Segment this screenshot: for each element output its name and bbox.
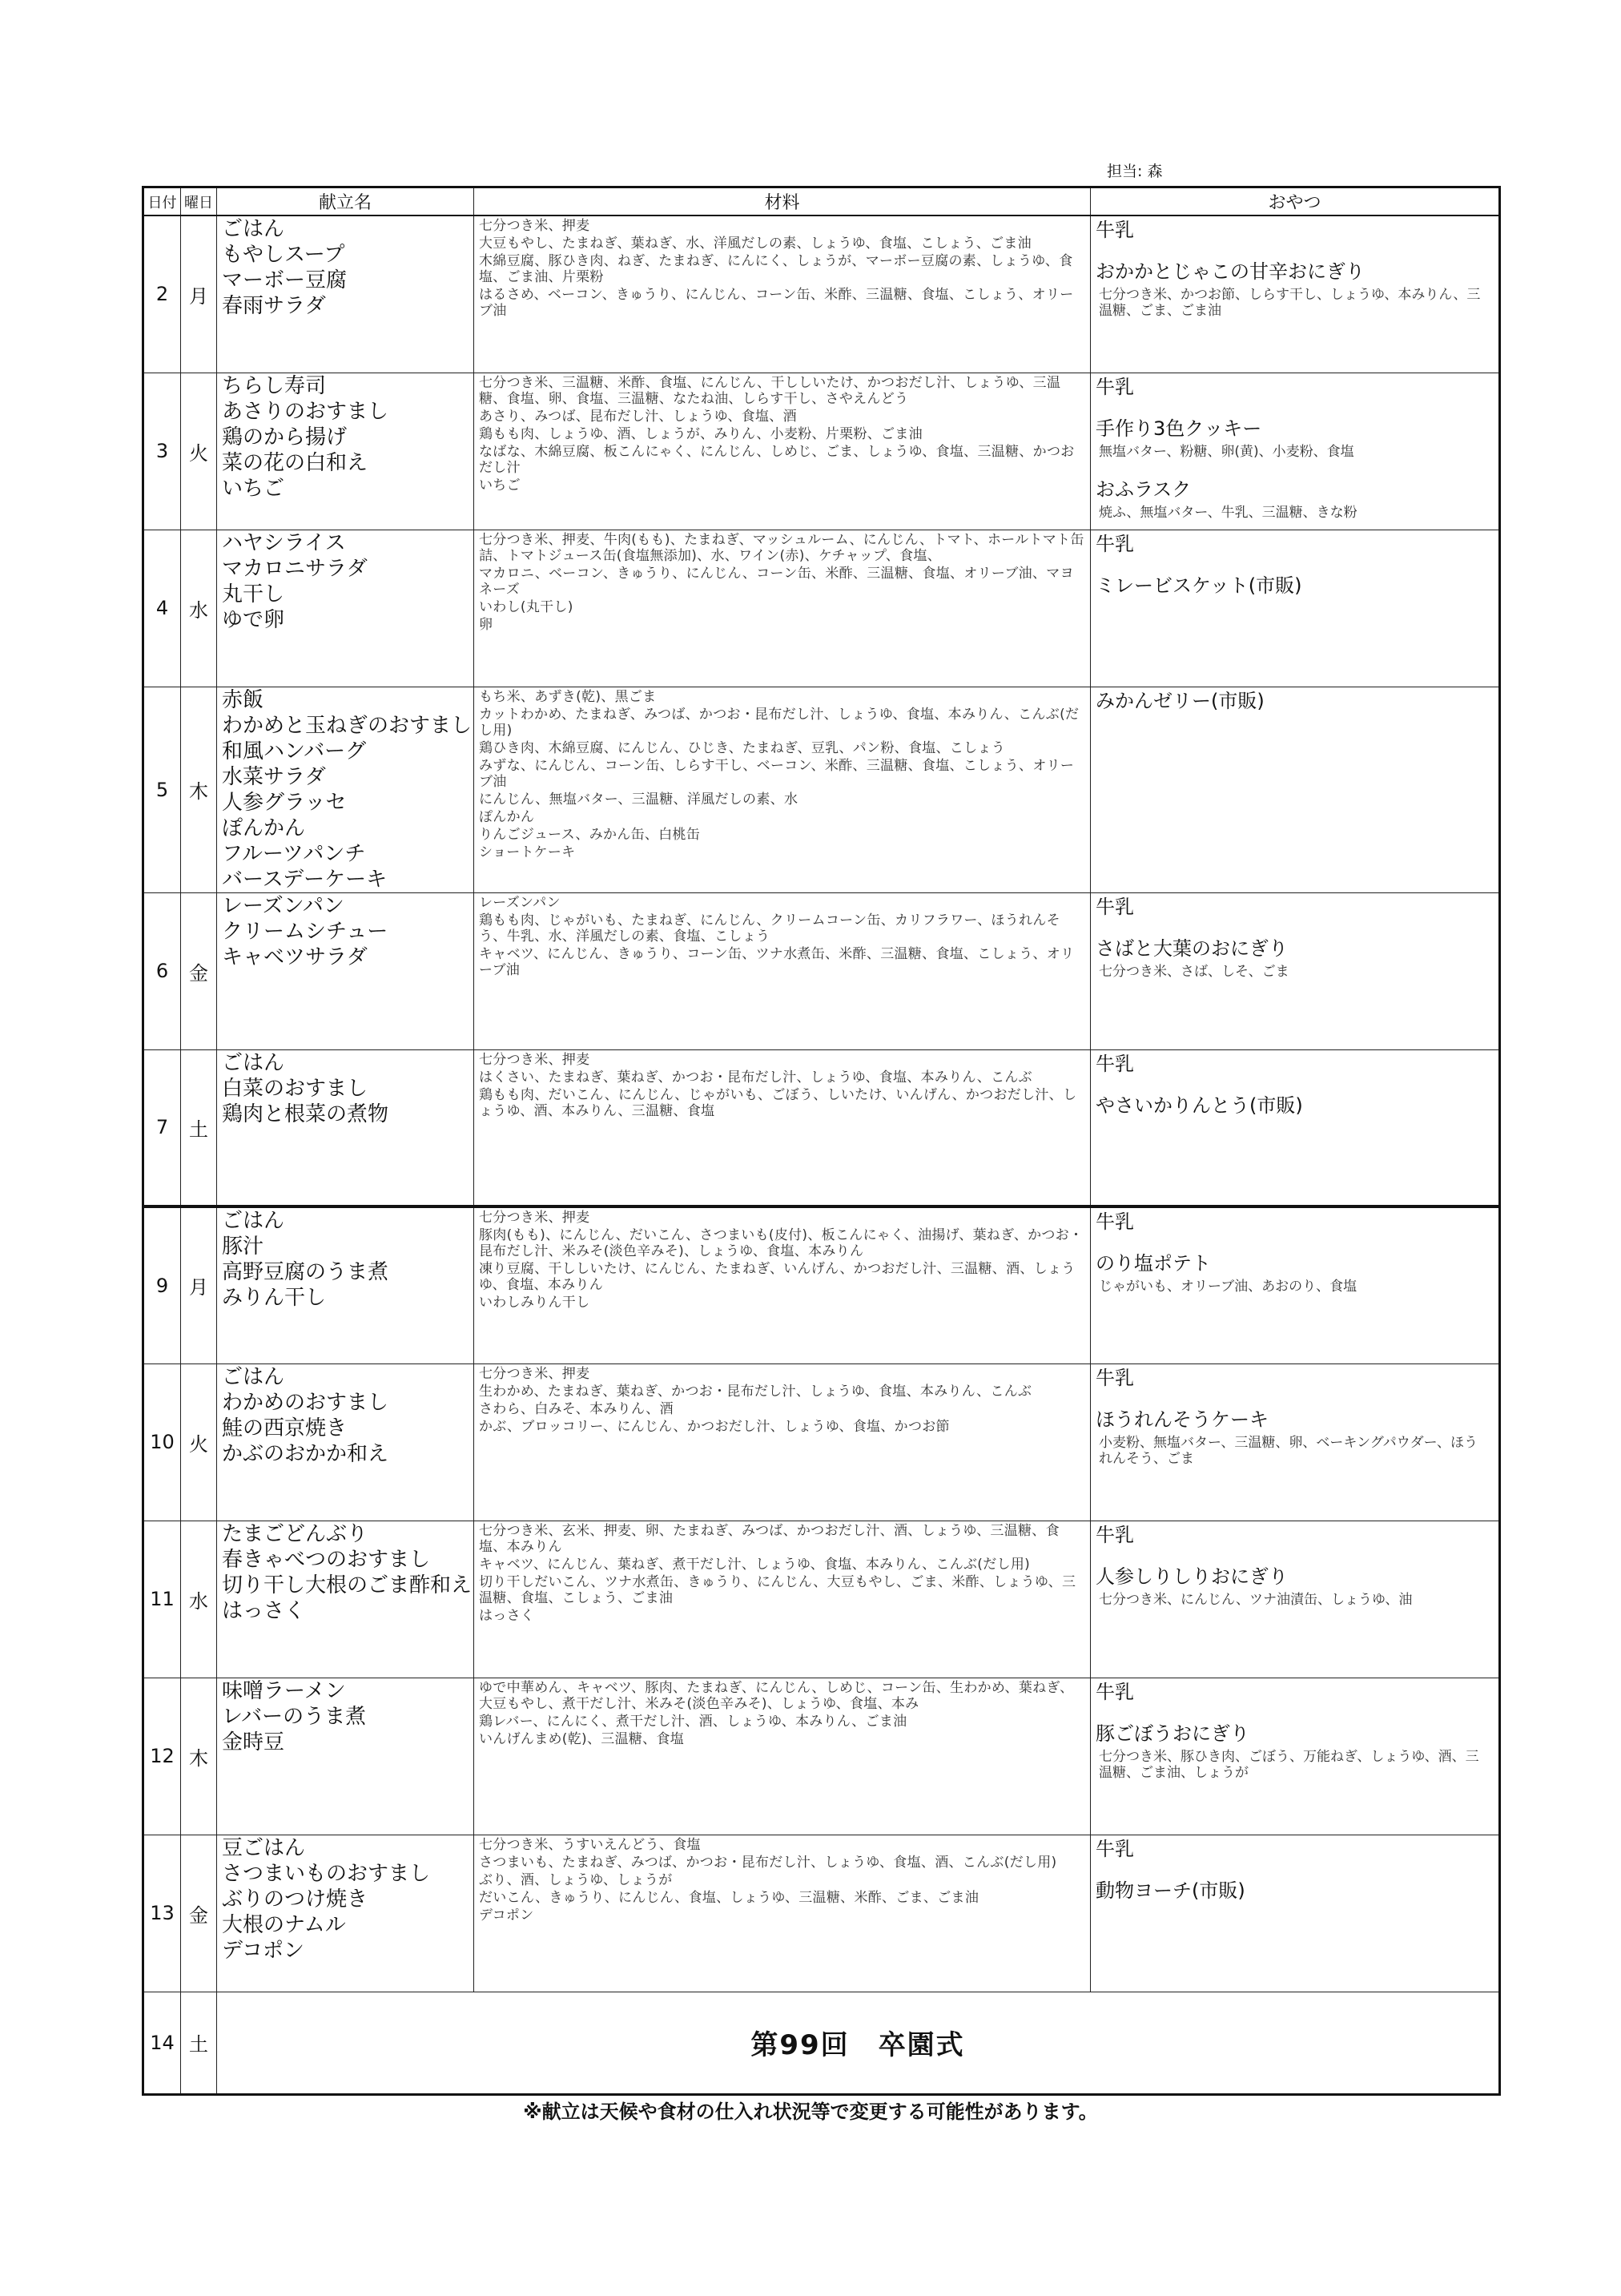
snack-ingredients: じゃがいも、オリーブ油、あおのり、食塩	[1099, 1279, 1358, 1295]
header-date: 日付	[143, 187, 181, 216]
table-row	[143, 1364, 1500, 1521]
ingredient-line: 鶏もも肉、しょうゆ、酒、しょうが、みりん、小麦粉、片栗粉、ごま油	[479, 425, 923, 442]
ingredient-line: 切り干しだいこん、ツナ水煮缶、きゅうり、にんじん、大豆もやし、ごま、米酢、しょうゆ、三温糖、食塩、こしょう、ごま油	[479, 1573, 1076, 1606]
ingredient-list	[474, 1364, 1091, 1521]
snack-name: のり塩ポテト	[1096, 1252, 1211, 1275]
ingredient-line: いわしみりん干し	[479, 1295, 590, 1311]
dish-name: 味噌ラーメン	[222, 1678, 346, 1703]
table-row	[143, 1206, 1500, 1364]
ingredient-line: 七分つき米、玄米、押麦、卵、たまねぎ、みつば、かつおだし汁、酒、しょうゆ、三温糖、食塩、本みりん	[479, 1522, 1060, 1555]
dish-list	[217, 1206, 474, 1364]
dish-list	[217, 216, 474, 373]
dish-list	[217, 1835, 474, 1992]
day-of-week: 火	[181, 1364, 217, 1521]
dish-name: はっさく	[222, 1598, 306, 1623]
dish-list	[217, 373, 474, 530]
snack-name: 牛乳	[1096, 532, 1134, 555]
snack-name: 牛乳	[1096, 219, 1134, 241]
day-of-week: 土	[181, 1049, 217, 1206]
dish-name: 赤飯	[222, 687, 264, 712]
table-row	[143, 216, 1500, 373]
table-header	[143, 187, 1500, 216]
dish-name: ごはん	[222, 1050, 285, 1075]
ingredient-line: みずな、にんじん、コーン缶、しらす干し、ベーコン、米酢、三温糖、食塩、こしょう、オリーブ油	[479, 757, 1075, 790]
day-of-week: 火	[181, 373, 217, 530]
dish-name: ぶりのつけ焼き	[222, 1887, 368, 1911]
dish-name: わかめのおすまし	[222, 1390, 389, 1415]
snack-list	[1091, 1049, 1500, 1206]
dish-name: レーズンパン	[222, 893, 344, 918]
dish-list	[217, 1049, 474, 1206]
ingredient-line: ぽんかん	[479, 808, 535, 825]
snack-list	[1091, 373, 1500, 530]
snack-name: 牛乳	[1096, 1210, 1134, 1233]
dish-list	[217, 892, 474, 1049]
snack-ingredients: 無塩バター、粉糖、卵(黄)、小麦粉、食塩	[1099, 443, 1354, 460]
dish-name: わかめと玉ねぎのおすまし	[222, 713, 473, 738]
day-of-week: 金	[181, 892, 217, 1049]
dish-name: ごはん	[222, 217, 285, 241]
snack-list	[1091, 687, 1500, 892]
day-date: 3	[143, 373, 181, 530]
snack-name: おふラスク	[1096, 477, 1192, 501]
snack-list	[1091, 1835, 1500, 1992]
dish-name: 春きゃべつのおすまし	[222, 1547, 431, 1572]
day-date: 2	[143, 216, 181, 373]
ingredient-list	[474, 687, 1091, 892]
snack-name: 牛乳	[1096, 1680, 1134, 1703]
dish-name: 人参グラッセ	[222, 790, 347, 815]
snack-list	[1091, 1364, 1500, 1521]
dish-name: 鮭の西京焼き	[222, 1416, 348, 1440]
dish-name: 鶏肉と根菜の煮物	[222, 1102, 389, 1126]
day-date: 9	[143, 1206, 181, 1364]
dish-list	[217, 687, 474, 892]
snack-name: ミレービスケット(市販)	[1096, 574, 1302, 597]
ingredient-line: いんげんまめ(乾)、三温糖、食塩	[479, 1730, 685, 1747]
table-row	[143, 687, 1500, 892]
snack-name: おかかとじゃこの甘辛おにぎり	[1096, 260, 1365, 283]
ingredient-line: マカロニ、ベーコン、きゅうり、にんじん、コーン缶、米酢、三温糖、食塩、オリーブ油、マヨネーズ	[479, 565, 1074, 598]
dish-name: 鶏のから揚げ	[222, 425, 348, 449]
snack-name: 牛乳	[1096, 1052, 1134, 1075]
ingredient-line: さわら、白みそ、本みりん、酒	[479, 1400, 674, 1417]
dish-name: 高野豆腐のうま煮	[222, 1260, 389, 1284]
ingredient-line: かぶ、ブロッコリー、にんじん、かつおだし汁、しょうゆ、食塩、かつお節	[479, 1418, 950, 1435]
ingredient-list	[474, 1835, 1091, 1992]
dish-list	[217, 1364, 474, 1521]
ingredient-list	[474, 530, 1091, 687]
ingredient-line: はくさい、たまねぎ、葉ねぎ、かつお・昆布だし汁、しょうゆ、食塩、本みりん、こんぶ	[479, 1069, 1032, 1086]
ingredient-line: いわし(丸干し)	[479, 598, 573, 615]
day-of-week: 土	[181, 1992, 217, 2094]
ingredient-line: 豚肉(もも)、にんじん、だいこん、さつまいも(皮付)、板こんにゃく、油揚げ、葉ねぎ、かつお・昆布だし汁、米みそ(淡色辛みそ)、しょうゆ、食塩、本みりん	[479, 1227, 1084, 1259]
day-date: 5	[143, 687, 181, 892]
dish-name: バースデーケーキ	[222, 867, 388, 892]
dish-name: フルーツパンチ	[222, 841, 366, 866]
ingredient-line: 鶏もも肉、だいこん、にんじん、じゃがいも、ごぼう、しいたけ、いんげん、かつおだし汁、しょうゆ、酒、本みりん、三温糖、食塩	[479, 1086, 1077, 1119]
day-of-week: 月	[181, 1206, 217, 1364]
dish-name: デコポン	[222, 1938, 304, 1963]
ingredient-list	[474, 1678, 1091, 1835]
snack-name: 牛乳	[1096, 1366, 1134, 1389]
dish-name: クリームシチュー	[222, 919, 388, 944]
snack-ingredients: 七分つき米、豚ひき肉、ごぼう、万能ねぎ、しょうゆ、酒、三温糖、ごま油、しょうが	[1099, 1748, 1479, 1781]
table-row	[143, 1678, 1500, 1835]
snack-name: 牛乳	[1096, 895, 1134, 918]
snack-ingredients: 七分つき米、かつお節、しらす干し、しょうゆ、本みりん、三温糖、ごま、ごま油	[1099, 287, 1481, 319]
dish-name: マーボー豆腐	[222, 268, 348, 292]
ingredient-line: あさり、みつば、昆布だし汁、しょうゆ、食塩、酒	[479, 408, 797, 425]
ingredient-line: 七分つき米、押麦	[479, 218, 590, 234]
dish-name: マカロニサラダ	[222, 556, 368, 581]
header-snack: おやつ	[1091, 187, 1500, 216]
day-date: 4	[143, 530, 181, 687]
day-of-week: 水	[181, 1521, 217, 1678]
ingredient-line: りんごジュース、みかん缶、白桃缶	[479, 826, 701, 843]
snack-ingredients: 小麦粉、無塩バター、三温糖、卵、ベーキングパウダー、ほうれんそう、ごま	[1099, 1434, 1478, 1467]
dish-name: もやしスープ	[222, 243, 345, 267]
snack-name: 動物ヨーチ(市販)	[1096, 1879, 1245, 1902]
dish-name: 豆ごはん	[222, 1835, 306, 1860]
snack-list	[1091, 1206, 1500, 1364]
dish-name: 切り干し大根のごま酢和え	[222, 1573, 473, 1597]
ingredient-line: 卵	[479, 616, 493, 633]
ingredient-line: 七分つき米、押麦、牛肉(もも)、たまねぎ、マッシュルーム、にんじん、トマト、ホールトマト缶詰、トマトジュース缶(食塩無添加)、水、ワイン(赤)、ケチャップ、食塩、	[479, 531, 1084, 564]
ingredient-line: なばな、木綿豆腐、板こんにゃく、にんじん、しめじ、ごま、しょうゆ、食塩、三温糖、かつおだし汁	[479, 443, 1075, 476]
ingredient-list	[474, 1206, 1091, 1364]
ingredient-line: レーズンパン	[479, 894, 561, 911]
snack-name: 牛乳	[1096, 1837, 1134, 1860]
snack-ingredients: 七分つき米、さば、しそ、ごま	[1099, 963, 1289, 980]
dish-name: さつまいものおすまし	[222, 1861, 431, 1886]
dish-list	[217, 1521, 474, 1678]
ingredient-line: さつまいも、たまねぎ、みつば、かつお・昆布だし汁、しょうゆ、食塩、酒、こんぶ(だし用)	[479, 1854, 1057, 1871]
snack-name: 人参しりしりおにぎり	[1096, 1565, 1288, 1588]
day-date: 13	[143, 1835, 181, 1992]
ingredient-line: だいこん、きゅうり、にんじん、食塩、しょうゆ、三温糖、米酢、ごま、ごま油	[479, 1889, 979, 1906]
dish-name: いちご	[222, 476, 285, 501]
day-date: 12	[143, 1678, 181, 1835]
snack-name: やさいかりんとう(市販)	[1096, 1094, 1303, 1117]
snack-name: みかんゼリー(市販)	[1096, 689, 1265, 712]
ingredient-line: 七分つき米、うすいえんどう、食塩	[479, 1836, 701, 1853]
day-of-week: 木	[181, 1678, 217, 1835]
day-date: 10	[143, 1364, 181, 1521]
day-date: 11	[143, 1521, 181, 1678]
dish-name: 金時豆	[222, 1730, 285, 1754]
ingredient-line: 木綿豆腐、豚ひき肉、ねぎ、たまねぎ、にんにく、しょうが、マーボー豆腐の素、しょうゆ、食塩、ごま油、片栗粉	[479, 253, 1073, 285]
dish-name: 春雨サラダ	[222, 294, 326, 318]
day-date: 14	[143, 1992, 181, 2094]
ingredient-line: 七分つき米、三温糖、米酢、食塩、にんじん、干ししいたけ、かつおだし汁、しょうゆ、三温糖、食塩、卵、食塩、三温糖、なたね油、しらす干し、さやえんどう	[479, 374, 1061, 407]
ingredient-line: にんじん、無塩バター、三温糖、洋風だしの素、水	[479, 791, 798, 808]
dish-name: キャベツサラダ	[222, 945, 368, 969]
day-date: 6	[143, 892, 181, 1049]
ingredient-line: ゆで中華めん、キャベツ、豚肉、たまねぎ、にんじん、しめじ、コーン缶、生わかめ、葉ねぎ、大豆もやし、煮干だし汁、米みそ(淡色辛みそ)、しょうゆ、食塩、本み	[479, 1679, 1074, 1712]
dish-name: 水菜サラダ	[222, 764, 326, 789]
ingredient-line: ショートケーキ	[479, 844, 576, 860]
dish-name: みりん干し	[222, 1286, 327, 1310]
ingredient-line: 鶏レバー、にんにく、煮干だし汁、酒、しょうゆ、本みりん、ごま油	[479, 1713, 907, 1730]
ingredient-line: はっさく	[479, 1607, 535, 1624]
dish-name: ゆで卵	[222, 607, 285, 632]
table-row	[143, 892, 1500, 1049]
ingredient-line: ぶり、酒、しょうゆ、しょうが	[479, 1871, 673, 1888]
table-row	[143, 373, 1500, 530]
header-ingredients: 材料	[474, 187, 1091, 216]
dish-name: ごはん	[222, 1209, 285, 1233]
dish-name: かぶのおかか和え	[222, 1441, 389, 1466]
header-dow: 曜日	[181, 187, 217, 216]
dish-name: 白菜のおすまし	[222, 1076, 368, 1101]
dish-list	[217, 1678, 474, 1835]
day-of-week: 金	[181, 1835, 217, 1992]
dish-name: 丸干し	[222, 582, 285, 606]
ingredient-line: いちご	[479, 477, 521, 493]
snack-ingredients: 焼ふ、無塩バター、牛乳、三温糖、きな粉	[1099, 504, 1358, 521]
dish-name: あさりのおすまし	[222, 399, 389, 424]
snack-list	[1091, 530, 1500, 687]
dish-name: 菜の花の白和え	[222, 450, 368, 475]
dish-list	[217, 530, 474, 687]
header-menu: 献立名	[217, 187, 474, 216]
snack-ingredients: 七分つき米、にんじん、ツナ油漬缶、しょうゆ、油	[1099, 1591, 1413, 1608]
ingredient-line: デコポン	[479, 1907, 534, 1923]
ingredient-list	[474, 1521, 1091, 1678]
snack-list	[1091, 216, 1500, 373]
ingredient-line: キャベツ、にんじん、葉ねぎ、煮干だし汁、しょうゆ、食塩、本みりん、こんぶ(だし用)	[479, 1556, 1031, 1573]
dish-name: 豚汁	[222, 1235, 264, 1259]
dish-name: 大根のナムル	[222, 1912, 346, 1937]
ingredient-line: 鶏もも肉、じゃがいも、たまねぎ、にんじん、クリームコーン缶、カリフラワー、ほうれんそう、牛乳、水、洋風だしの素、食塩、こしょう	[479, 912, 1060, 945]
ingredient-line: はるさめ、ベーコン、きゅうり、にんじん、コーン缶、米酢、三温糖、食塩、こしょう、オリーブ油	[479, 287, 1074, 319]
table-row-ceremony	[143, 1992, 1500, 2094]
ingredient-line: キャベツ、にんじん、きゅうり、コーン缶、ツナ水煮缶、米酢、三温糖、食塩、こしょう、オリーブ油	[479, 945, 1075, 978]
day-of-week: 木	[181, 687, 217, 892]
ingredient-line: 凍り豆腐、干ししいたけ、にんじん、たまねぎ、いんげん、かつおだし汁、三温糖、酒、しょうゆ、食塩、本みりん	[479, 1261, 1076, 1293]
dish-name: レバーのうま煮	[222, 1704, 367, 1729]
ingredient-line: 七分つき米、押麦	[479, 1210, 590, 1226]
ingredient-line: 生わかめ、たまねぎ、葉ねぎ、かつお・昆布だし汁、しょうゆ、食塩、本みりん、こんぶ	[479, 1383, 1032, 1400]
snack-name: 豚ごぼうおにぎり	[1096, 1722, 1249, 1745]
ingredient-line: 大豆もやし、たまねぎ、葉ねぎ、水、洋風だしの素、しょうゆ、食塩、こしょう、ごま油	[479, 236, 1032, 252]
ingredient-line: 鶏ひき肉、木綿豆腐、にんじん、ひじき、たまねぎ、豆乳、パン粉、食塩、こしょう	[479, 739, 1006, 756]
ingredient-line: もち米、あずき(乾)、黒ごま	[479, 688, 657, 705]
dish-name: たまごどんぶり	[222, 1521, 368, 1546]
ingredient-list	[474, 216, 1091, 373]
footer-note: ※献立は天候や食材の仕入れ状況等で変更する可能性があります。	[523, 2101, 1098, 2123]
table-row	[143, 530, 1500, 687]
ingredient-list	[474, 373, 1091, 530]
snack-list	[1091, 892, 1500, 1049]
snack-name: 手作り3色クッキー	[1096, 417, 1262, 440]
snack-list	[1091, 1678, 1500, 1835]
ingredient-line: 七分つき米、押麦	[479, 1365, 590, 1382]
dish-name: ちらし寿司	[222, 373, 327, 398]
dish-name: 和風ハンバーグ	[222, 739, 367, 763]
dish-name: ぽんかん	[222, 816, 306, 840]
snack-list	[1091, 1521, 1500, 1678]
ingredient-list	[474, 892, 1091, 1049]
table-row	[143, 1521, 1500, 1678]
day-of-week: 水	[181, 530, 217, 687]
snack-name: さばと大葉のおにぎり	[1096, 937, 1288, 960]
snack-name: 牛乳	[1096, 1523, 1134, 1546]
table-row	[143, 1049, 1500, 1206]
ceremony-text: 第99回 卒園式	[217, 1992, 1500, 2094]
snack-name: ほうれんそうケーキ	[1096, 1408, 1269, 1431]
table-row	[143, 1835, 1500, 1992]
person-in-charge: 担当: 森	[1107, 163, 1163, 180]
day-date: 7	[143, 1049, 181, 1206]
ingredient-list	[474, 1049, 1091, 1206]
menu-table	[142, 186, 1501, 2096]
ingredient-line: カットわかめ、たまねぎ、みつば、かつお・昆布だし汁、しょうゆ、食塩、本みりん、こんぶ(だし用)	[479, 706, 1080, 739]
snack-name: 牛乳	[1096, 375, 1134, 398]
day-of-week: 月	[181, 216, 217, 373]
dish-name: ごはん	[222, 1364, 285, 1389]
ingredient-line: 七分つき米、押麦	[479, 1051, 590, 1068]
dish-name: ハヤシライス	[222, 530, 346, 555]
